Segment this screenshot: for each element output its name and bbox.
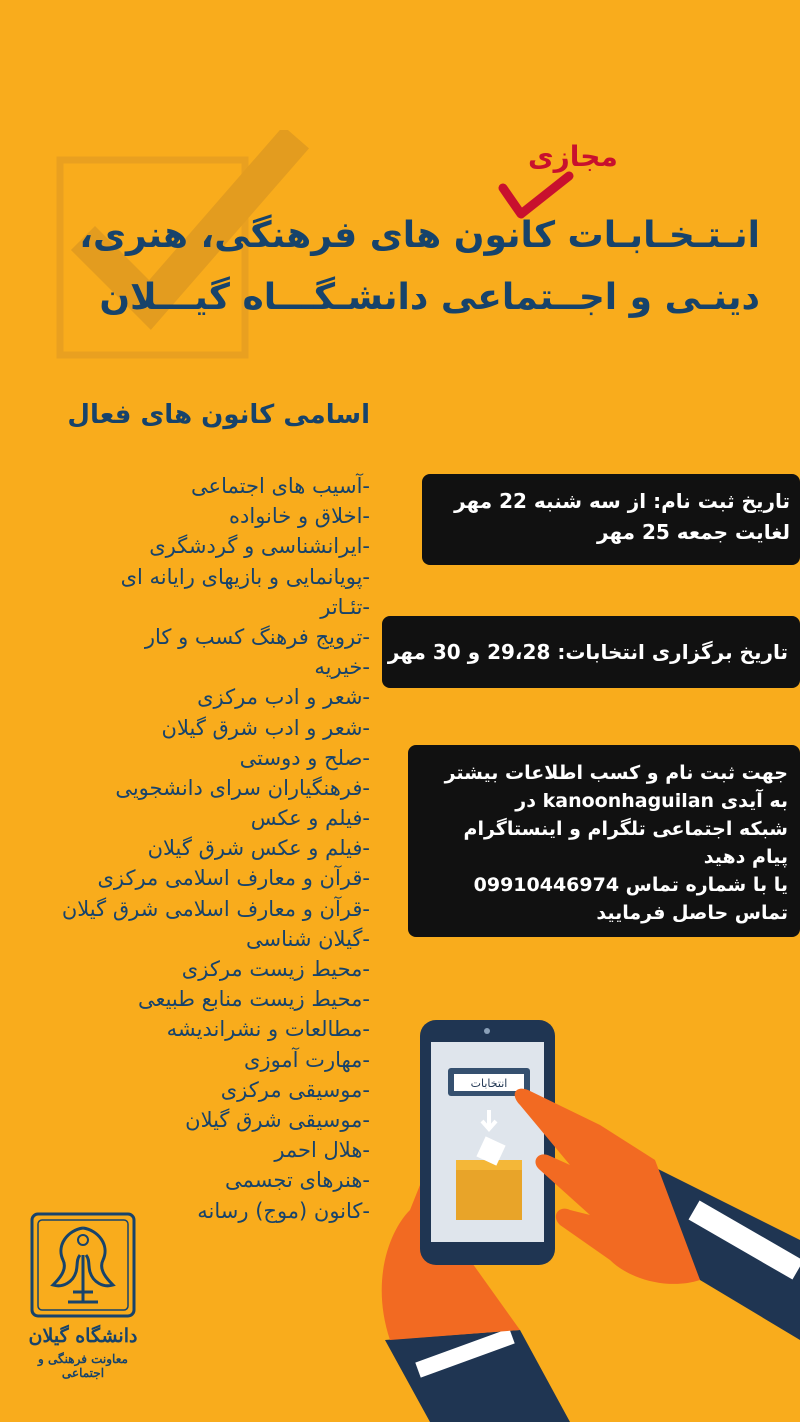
list-item: -قرآن و معارف اسلامی مرکزی: [97, 866, 370, 891]
list-item: -ترویج فرهنگ کسب و کار: [144, 624, 370, 649]
page-title: [40, 205, 760, 329]
list-item: -محیط زیست منابع طبیعی: [137, 987, 370, 1012]
clubs-heading: اسامی کانون های فعال: [67, 400, 370, 430]
list-item: -آسیب های اجتماعی: [191, 474, 370, 498]
list-item: -تئـاتر: [320, 594, 370, 619]
list-item: -شعر و ادب مرکزی: [197, 685, 370, 710]
list-item: -محیط زیست مرکزی: [181, 957, 370, 981]
contact-line-5: یا با شماره تماس 09910446974: [473, 874, 788, 896]
list-item: -مهارت آموزی: [244, 1047, 370, 1072]
list-item: -پویانمایی و بازیهای رایانه ای: [120, 564, 370, 589]
ballot-label: انتخابات: [470, 1077, 508, 1090]
registration-line-1: تاریخ ثبت نام: از سه شنبه 22 مهر: [454, 489, 790, 513]
registration-date-box: [422, 474, 800, 565]
list-item: -صلح و دوستی: [239, 745, 370, 770]
virtual-label: مجازی: [528, 140, 618, 173]
list-item: -موسیقی شرق گیلان: [185, 1107, 370, 1132]
list-item: -مطالعات و نشراندیشه: [166, 1017, 370, 1042]
list-item: -قرآن و معارف اسلامی شرق گیلان: [61, 896, 370, 921]
election-date-box: [382, 616, 800, 688]
list-item: -موسیقی مرکزی: [220, 1077, 370, 1102]
list-item: -فیلم و عکس: [250, 806, 370, 831]
list-item: -خیریه: [314, 655, 370, 680]
contact-line-4: پیام دهید: [703, 846, 788, 868]
list-item: -فیلم و عکس شرق گیلان: [147, 836, 370, 861]
list-item: -گیلان شناسی: [246, 926, 370, 951]
list-item: -فرهنگیاران سرای دانشجویی: [115, 775, 370, 800]
registration-line-2: لغایت جمعه 25 مهر: [597, 520, 790, 544]
title-line-1: انـتـخـابـات کانون های فرهنگی، هنری،: [79, 215, 760, 256]
contact-line-3: شبکه اجتماعی تلگرام و اینستاگرام: [463, 818, 788, 840]
contact-line-1: جهت ثبت نام و کسب اطلاعات بیشتر: [444, 762, 788, 784]
list-item: -هلال احمر: [274, 1138, 370, 1163]
clubs-list: [0, 471, 370, 1226]
deputy-name: معاونت فرهنگی و اجتماعی: [38, 1352, 128, 1380]
contact-info-box: [408, 745, 800, 937]
list-item: -ایرانشناسی و گردشگری: [149, 534, 370, 559]
list-item: -شعر و ادب شرق گیلان: [161, 715, 370, 740]
contact-line-2: به آیدی kanoonhaguilan در: [515, 790, 788, 812]
phone-voting-illustration: [370, 1010, 800, 1422]
university-logo-icon: [28, 1210, 138, 1320]
list-item: -اخلاق و خانواده: [229, 504, 370, 529]
contact-line-6: تماس حاصل فرمایید: [596, 902, 788, 924]
university-name: دانشگاه گیلان: [28, 1325, 138, 1347]
list-item: -کانون (موج) رسانه: [197, 1198, 370, 1223]
title-line-2: دینـی و اجــتماعی دانشـگـــاه گیـــلان: [99, 277, 760, 318]
list-item: -هنرهای تجسمی: [225, 1168, 370, 1193]
election-date-text: تاریخ برگزاری انتخابات: 29،28 و 30 مهر: [387, 640, 788, 664]
